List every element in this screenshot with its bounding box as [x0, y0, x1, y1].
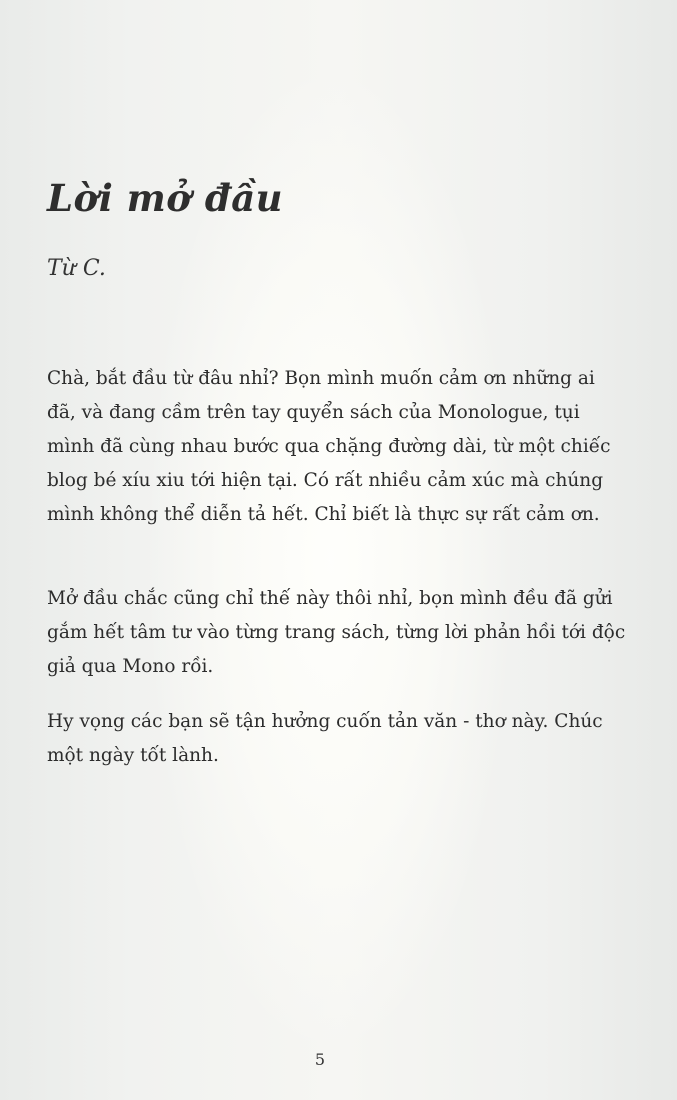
author-line: Từ C. [47, 256, 106, 281]
page-number: 5 [314, 1050, 326, 1069]
page-title: Lời mở đầu [47, 176, 284, 220]
paragraph-3: Hy vọng các bạn sẽ tận hưởng cuốn tản văn - thơ này. Chúc một ngày tốt lành. [47, 711, 603, 766]
paragraph-1: Chà, bắt đầu từ đâu nhỉ? Bọn mình muốn cảm ơn những ai đã, và đang cầm trên tay quyển sách của Monologue, tụi mình đã cùng nhau bước qua chặng đường dài, từ một chiếc blog bé xíu xiu tới hiện tại. Có rất nhiều cảm xúc mà chúng mình không thể diễn tả hết. Chỉ biết là thực sự rất cảm ơn. [47, 368, 611, 525]
paragraph-2: Mở đầu chắc cũng chỉ thế này thôi nhỉ, bọn mình đều đã gửi gắm hết tâm tư vào từng trang sách, từng lời phản hồi tới độc giả qua Mono rồi. [47, 588, 626, 677]
